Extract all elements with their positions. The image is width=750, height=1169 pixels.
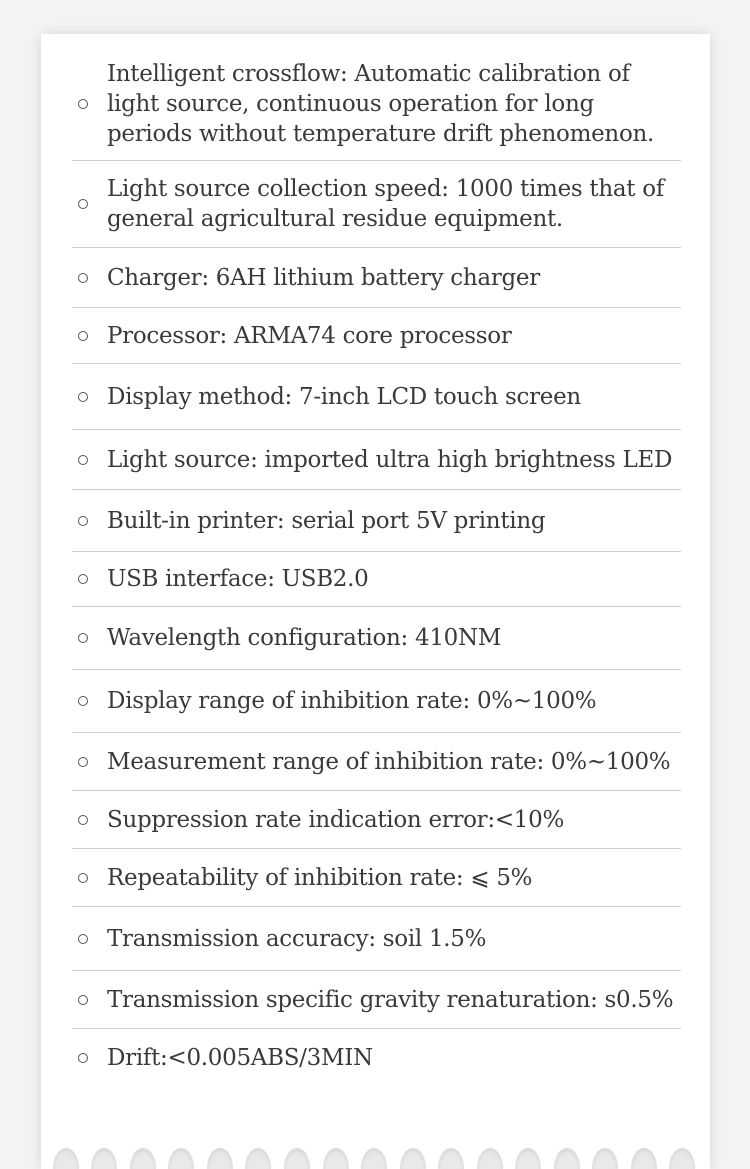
bullet-circle-icon <box>78 455 88 465</box>
spec-item <box>72 430 681 490</box>
scallop-shape <box>245 1148 271 1169</box>
spec-card <box>41 34 710 1169</box>
scallop-shape <box>592 1148 618 1169</box>
spec-text: Transmission accuracy: soil 1.5% <box>107 925 487 952</box>
bullet-circle-icon <box>78 392 88 402</box>
bullet-circle-icon <box>78 331 88 341</box>
spec-text: Repeatability of inhibition rate: ⩽ 5% <box>107 864 533 891</box>
spec-item <box>72 161 681 248</box>
bullet-circle-icon <box>78 873 88 883</box>
scalloped-edge-decoration <box>41 1148 710 1169</box>
spec-text: Drift:<0.005ABS/3MIN <box>107 1045 373 1071</box>
bullet-circle-icon <box>78 696 88 706</box>
spec-item <box>72 907 681 971</box>
bullet-circle-icon <box>78 574 88 584</box>
spec-item <box>72 791 681 849</box>
spec-text: Processor: ARMA74 core processor <box>107 322 512 349</box>
spec-text: Display range of inhibition rate: 0%~100% <box>107 688 597 714</box>
spec-item <box>72 607 681 670</box>
bullet-circle-icon <box>78 1053 88 1063</box>
spec-item <box>72 733 681 791</box>
spec-item <box>72 48 681 161</box>
bullet-circle-icon <box>78 273 88 283</box>
bullet-circle-icon <box>78 934 88 944</box>
spec-item <box>72 308 681 364</box>
spec-text: Intelligent crossflow: Automatic calibration of light source, continuous operation for long periods without temperature drift phenomenon. <box>107 61 655 147</box>
scallop-shape <box>361 1148 387 1169</box>
spec-text: Light source: imported ultra high brightness LED <box>107 446 673 473</box>
spec-text: Wavelength configuration: 410NM <box>107 625 502 651</box>
scallop-shape <box>554 1148 580 1169</box>
scallop-shape <box>669 1148 695 1169</box>
bullet-circle-icon <box>78 199 88 209</box>
spec-text: USB interface: USB2.0 <box>107 566 369 592</box>
spec-text: Suppression rate indication error:<10% <box>107 806 565 833</box>
spec-text: Display method: 7-inch LCD touch screen <box>107 383 581 410</box>
scallop-shape <box>477 1148 503 1169</box>
scallop-shape <box>438 1148 464 1169</box>
bullet-circle-icon <box>78 815 88 825</box>
scallop-shape <box>168 1148 194 1169</box>
scallop-shape <box>515 1148 541 1169</box>
spec-text: Transmission specific gravity renaturation: s0.5% <box>107 986 674 1013</box>
scallop-shape <box>631 1148 657 1169</box>
spec-item <box>72 971 681 1029</box>
bullet-circle-icon <box>78 995 88 1005</box>
spec-item <box>72 248 681 308</box>
bullet-circle-icon <box>78 633 88 643</box>
scallop-shape <box>207 1148 233 1169</box>
spec-text: Measurement range of inhibition rate: 0%~100% <box>107 748 671 775</box>
scallop-shape <box>400 1148 426 1169</box>
spec-item <box>72 849 681 907</box>
bullet-circle-icon <box>78 757 88 767</box>
spec-item <box>72 552 681 607</box>
spec-item <box>72 364 681 430</box>
spec-item <box>72 1029 681 1087</box>
spec-text: Light source collection speed: 1000 times that of general agricultural residue equipment. <box>107 176 664 232</box>
scallop-shape <box>284 1148 310 1169</box>
scallop-shape <box>53 1148 79 1169</box>
scallop-shape <box>91 1148 117 1169</box>
spec-item <box>72 670 681 733</box>
scallop-shape <box>130 1148 156 1169</box>
bullet-circle-icon <box>78 99 88 109</box>
spec-text: Charger: 6AH lithium battery charger <box>107 264 540 291</box>
scallop-shape <box>323 1148 349 1169</box>
spec-item <box>72 490 681 552</box>
bullet-circle-icon <box>78 516 88 526</box>
spec-text: Built-in printer: serial port 5V printing <box>107 507 546 534</box>
